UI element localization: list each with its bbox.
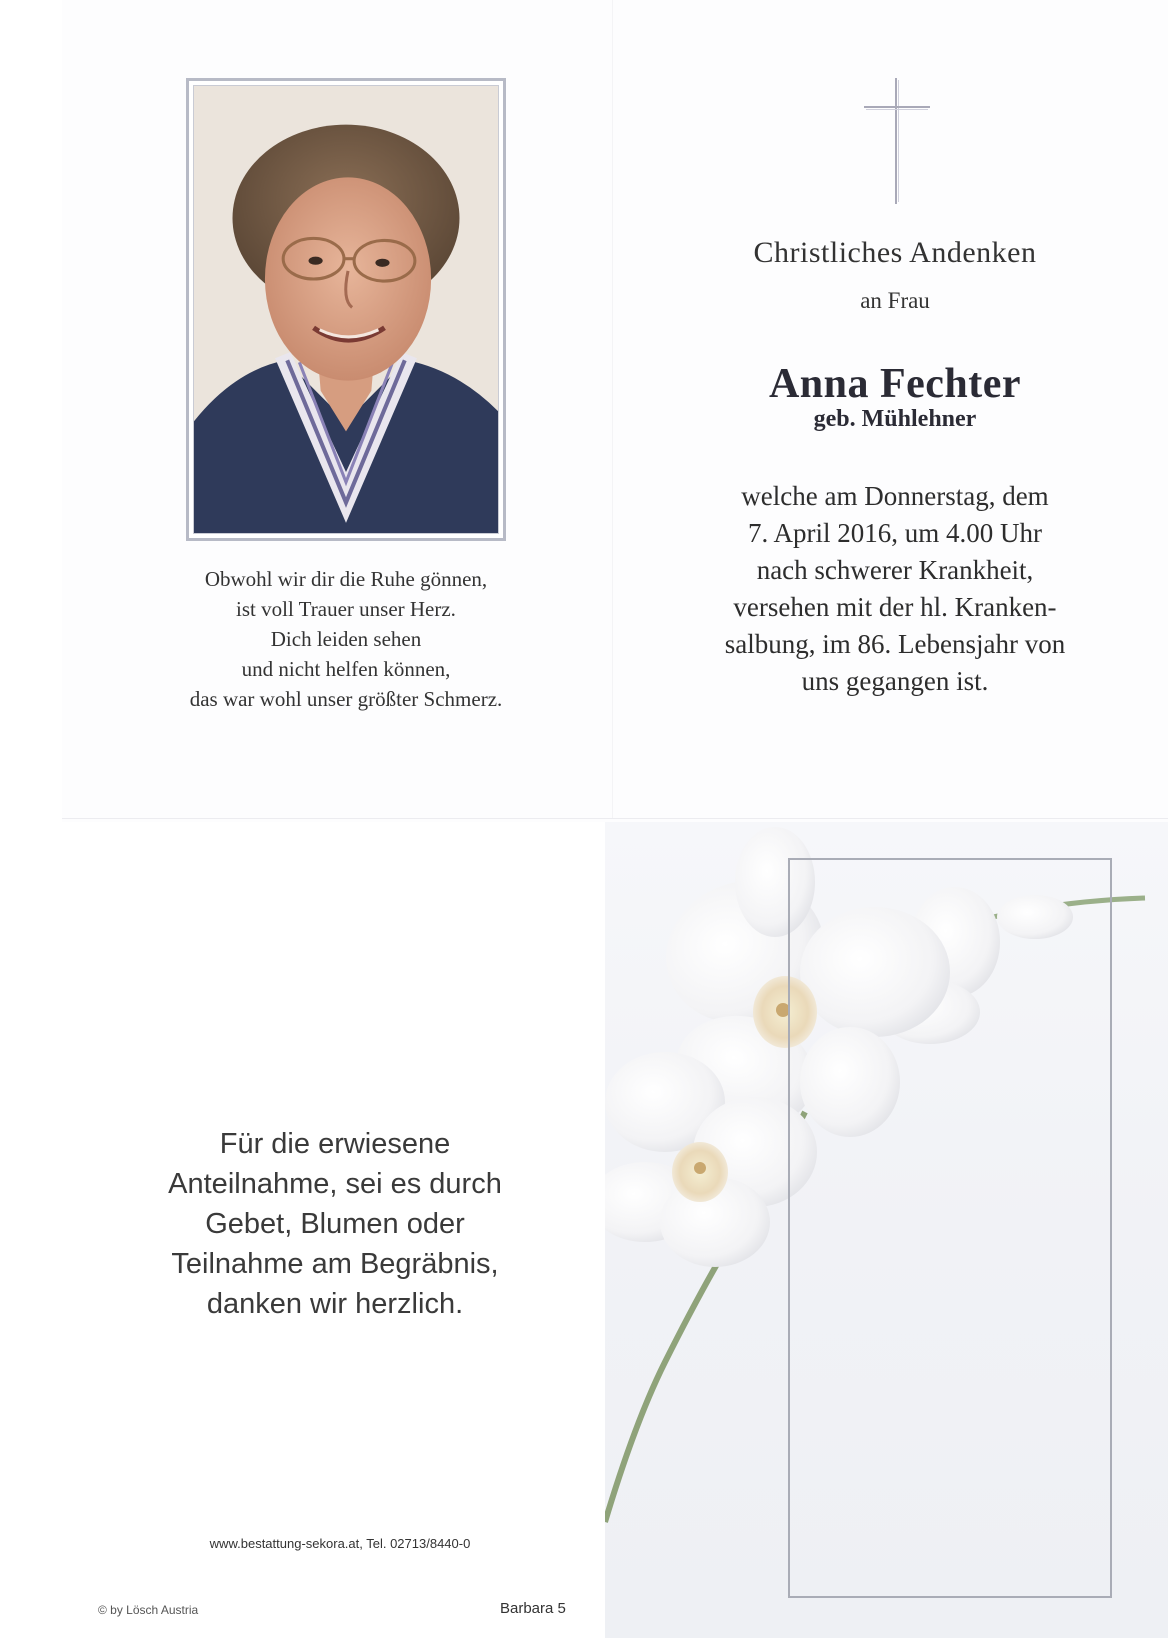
copyright-notice: © by Lösch Austria	[98, 1603, 199, 1617]
death-details	[680, 478, 1110, 700]
details-line: nach schwerer Krankheit,	[756, 555, 1034, 585]
details-line: uns gegangen ist.	[801, 666, 989, 696]
thanks-line: Gebet, Blumen oder	[205, 1208, 465, 1240]
portrait-frame	[186, 78, 506, 541]
poem-line: das war wohl unser größter Schmerz.	[189, 687, 503, 711]
orchid-frame	[788, 858, 1112, 1598]
poem-line: und nicht helfen können,	[241, 657, 451, 681]
card-fold-vertical	[612, 0, 613, 818]
portrait-photo	[193, 85, 499, 534]
cross-icon	[862, 78, 932, 206]
card-model-label: Barbara 5	[500, 1600, 566, 1617]
poem	[150, 564, 542, 714]
poem-line: Dich leiden sehen	[270, 627, 422, 651]
thanks-line: Anteilnahme, sei es durch	[168, 1168, 502, 1200]
card-title: Christliches Andenken	[753, 236, 1037, 269]
salutation: an Frau	[860, 288, 930, 313]
poem-line: ist voll Trauer unser Herz.	[236, 597, 456, 621]
details-line: versehen mit der hl. Kranken-	[733, 592, 1057, 622]
details-line: 7. April 2016, um 4.00 Uhr	[748, 518, 1042, 548]
portrait-illustration	[194, 86, 498, 533]
thanks-line: Für die erwiesene	[219, 1128, 451, 1160]
card-fold-horizontal	[62, 818, 1168, 819]
poem-line: Obwohl wir dir die Ruhe gönnen,	[204, 567, 488, 591]
details-line: welche am Donnerstag, dem	[741, 481, 1049, 511]
maiden-name: geb. Mühlehner	[813, 406, 977, 432]
deceased-name: Anna Fechter	[768, 361, 1022, 407]
thanks-line: danken wir herzlich.	[206, 1288, 464, 1320]
thanks-message	[130, 1124, 540, 1324]
details-line: salbung, im 86. Lebensjahr von	[724, 629, 1066, 659]
funeral-home-contact: www.bestattung-sekora.at, Tel. 02713/8440-0	[209, 1536, 471, 1551]
thanks-line: Teilnahme am Begräbnis,	[171, 1248, 499, 1280]
